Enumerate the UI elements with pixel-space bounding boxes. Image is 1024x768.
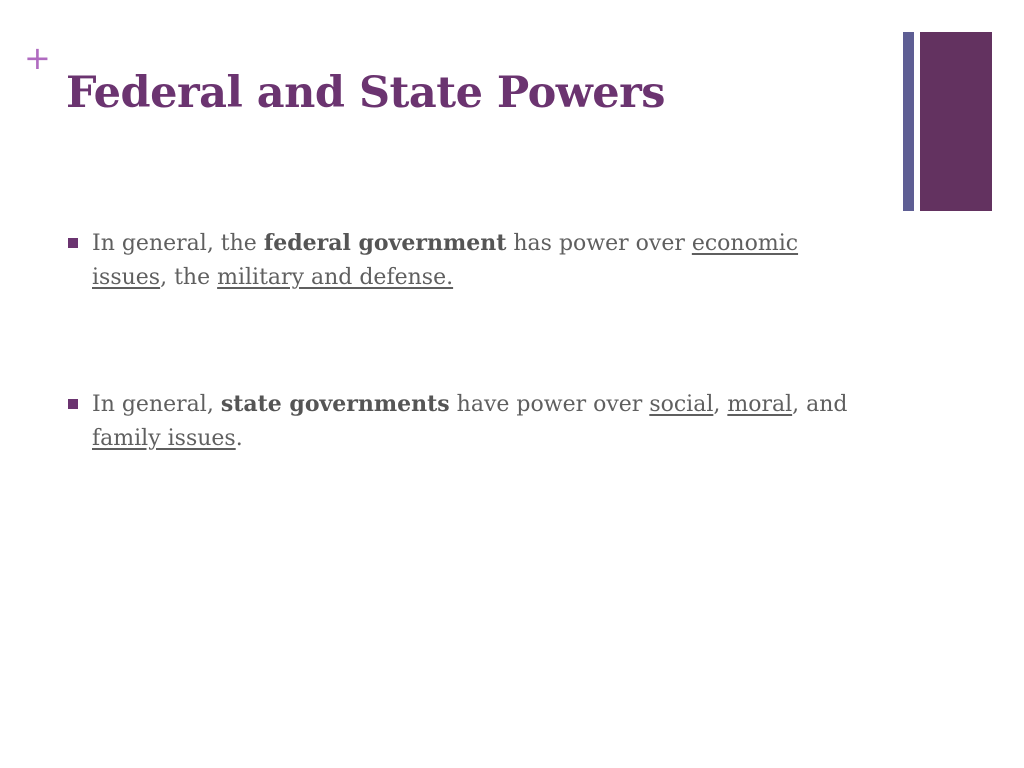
underlined-term-social: social (649, 392, 714, 417)
text-segment: In general, (92, 392, 221, 417)
accent-bar-thick (920, 32, 992, 211)
text-segment: , and (792, 392, 848, 417)
text-segment: , the (160, 265, 218, 290)
plus-icon: + (24, 39, 51, 77)
text-segment: In general, the (92, 231, 264, 256)
text-segment: . (235, 426, 243, 451)
underlined-term-economic-issues: economic issues (92, 231, 799, 290)
square-bullet-icon (68, 238, 78, 248)
text-segment: , (713, 392, 728, 417)
square-bullet-icon (68, 399, 78, 409)
underlined-term-military-and-defense: military and defense. (217, 265, 454, 290)
bullet-list (66, 226, 856, 456)
bullet-text-federal (92, 231, 798, 290)
underlined-term-family-issues: family issues (92, 426, 236, 451)
bold-term-federal-government: federal government (263, 230, 507, 256)
bold-term-state-governments: state governments (220, 391, 450, 417)
bullet-text-state (92, 392, 848, 451)
slide-title: Federal and State Powers (66, 68, 666, 118)
bullet-item-federal (66, 226, 856, 295)
text-segment: have power over (449, 392, 650, 417)
text-segment: has power over (506, 231, 692, 256)
underlined-term-moral: moral (727, 392, 793, 417)
bullet-item-state (66, 387, 856, 456)
accent-bar-thin (903, 32, 914, 211)
